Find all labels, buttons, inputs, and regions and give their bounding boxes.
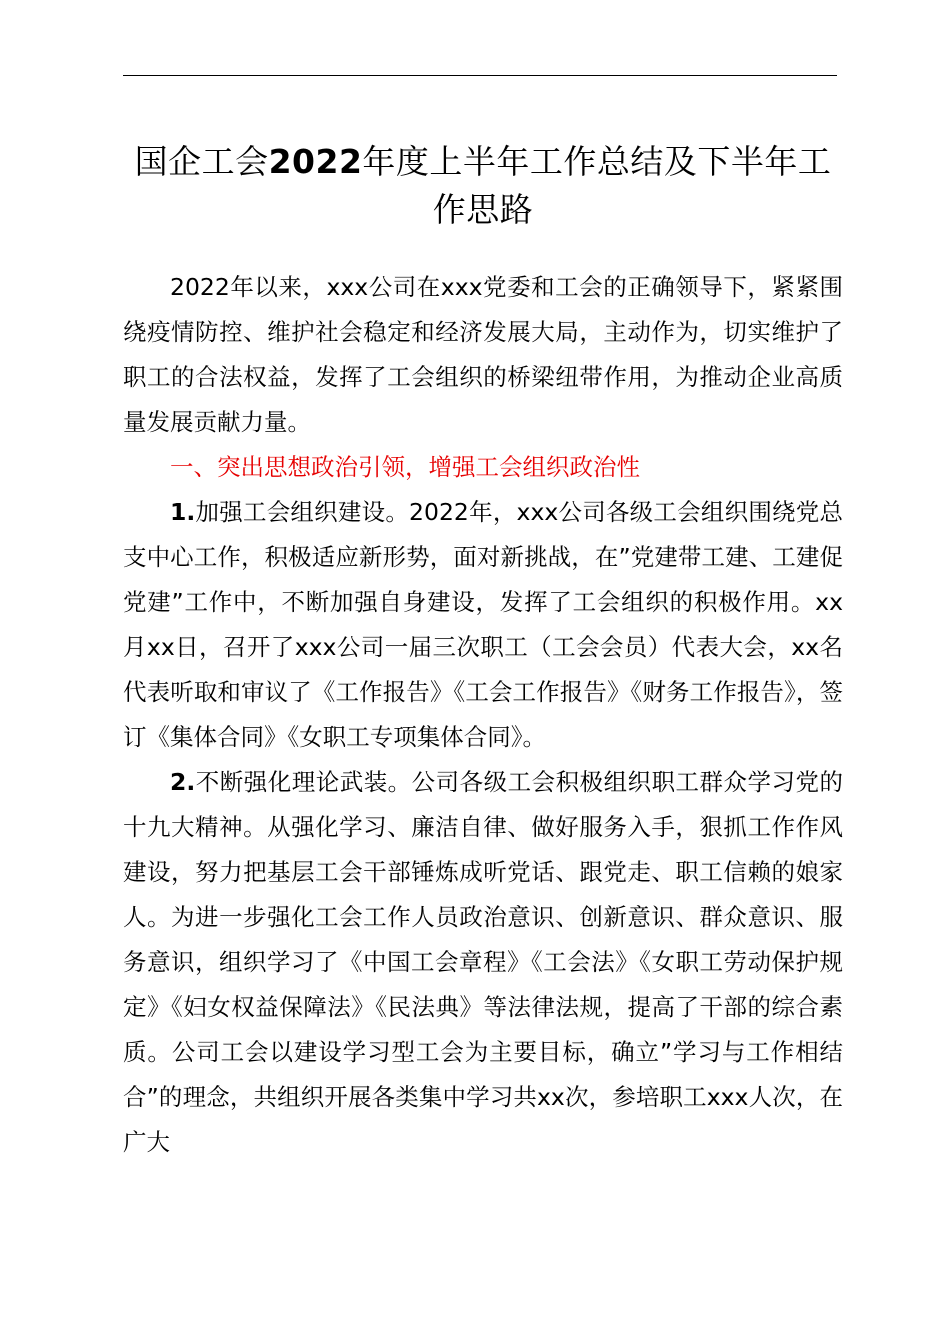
intro-paragraph: 2022年以来，xxx公司在xxx党委和工会的正确领导下，紧紧围绕疫情防控、维护社会稳定和经济发展大局，主动作为，切实维护了职工的合法权益，发挥了工会组织的桥梁纽带作用，为推动企业高质量发展贡献力量。 — [123, 273, 843, 436]
item-paragraph-1 — [123, 490, 843, 760]
title-year: 2022 — [268, 142, 363, 181]
item-text: 加强工会组织建设。2022年，xxx公司各级工会组织围绕党总支中心工作，积极适应新形势，面对新挑战，在”党建带工建、工建促党建”工作中，不断加强自身建设，发挥了工会组织的积极作用。xx月xx日，召开了xxx公司一届三次职工（工会会员）代表大会，xx名代表听取和审议了《工作报告》《工会工作报告》《财务工作报告》，签订《集体合同》《女职工专项集体合同》。 — [123, 498, 843, 751]
item-number: 2. — [170, 768, 196, 796]
item-text: 不断强化理论武装。公司各级工会积极组织职工群众学习党的十九大精神。从强化学习、廉洁自律、做好服务入手，狠抓工作作风建设，努力把基层工会干部锤炼成听党话、跟党走、职工信赖的娘家人。为进一步强化工会工作人员政治意识、创新意识、群众意识、服务意识，组织学习了《中国工会章程》《工会法》《女职工劳动保护规定》《妇女权益保障法》《民法典》等法律法规，提高了干部的综合素质。公司工会以建设学习型工会为主要目标，确立”学习与工作相结合”的理念，共组织开展各类集中学习共xx次，参培职工xxx人次，在广大 — [123, 768, 843, 1156]
document-body — [123, 138, 843, 1165]
document-title — [123, 138, 843, 234]
title-part-1: 国企工会 — [134, 142, 269, 181]
item-paragraph-2 — [123, 760, 843, 1165]
item-number: 1. — [170, 498, 196, 526]
header-rule — [123, 75, 837, 76]
title-part-2: 年度上半年工作总结及下半年工作思路 — [362, 142, 832, 229]
section-heading: 一、突出思想政治引领，增强工会组织政治性 — [170, 453, 640, 481]
